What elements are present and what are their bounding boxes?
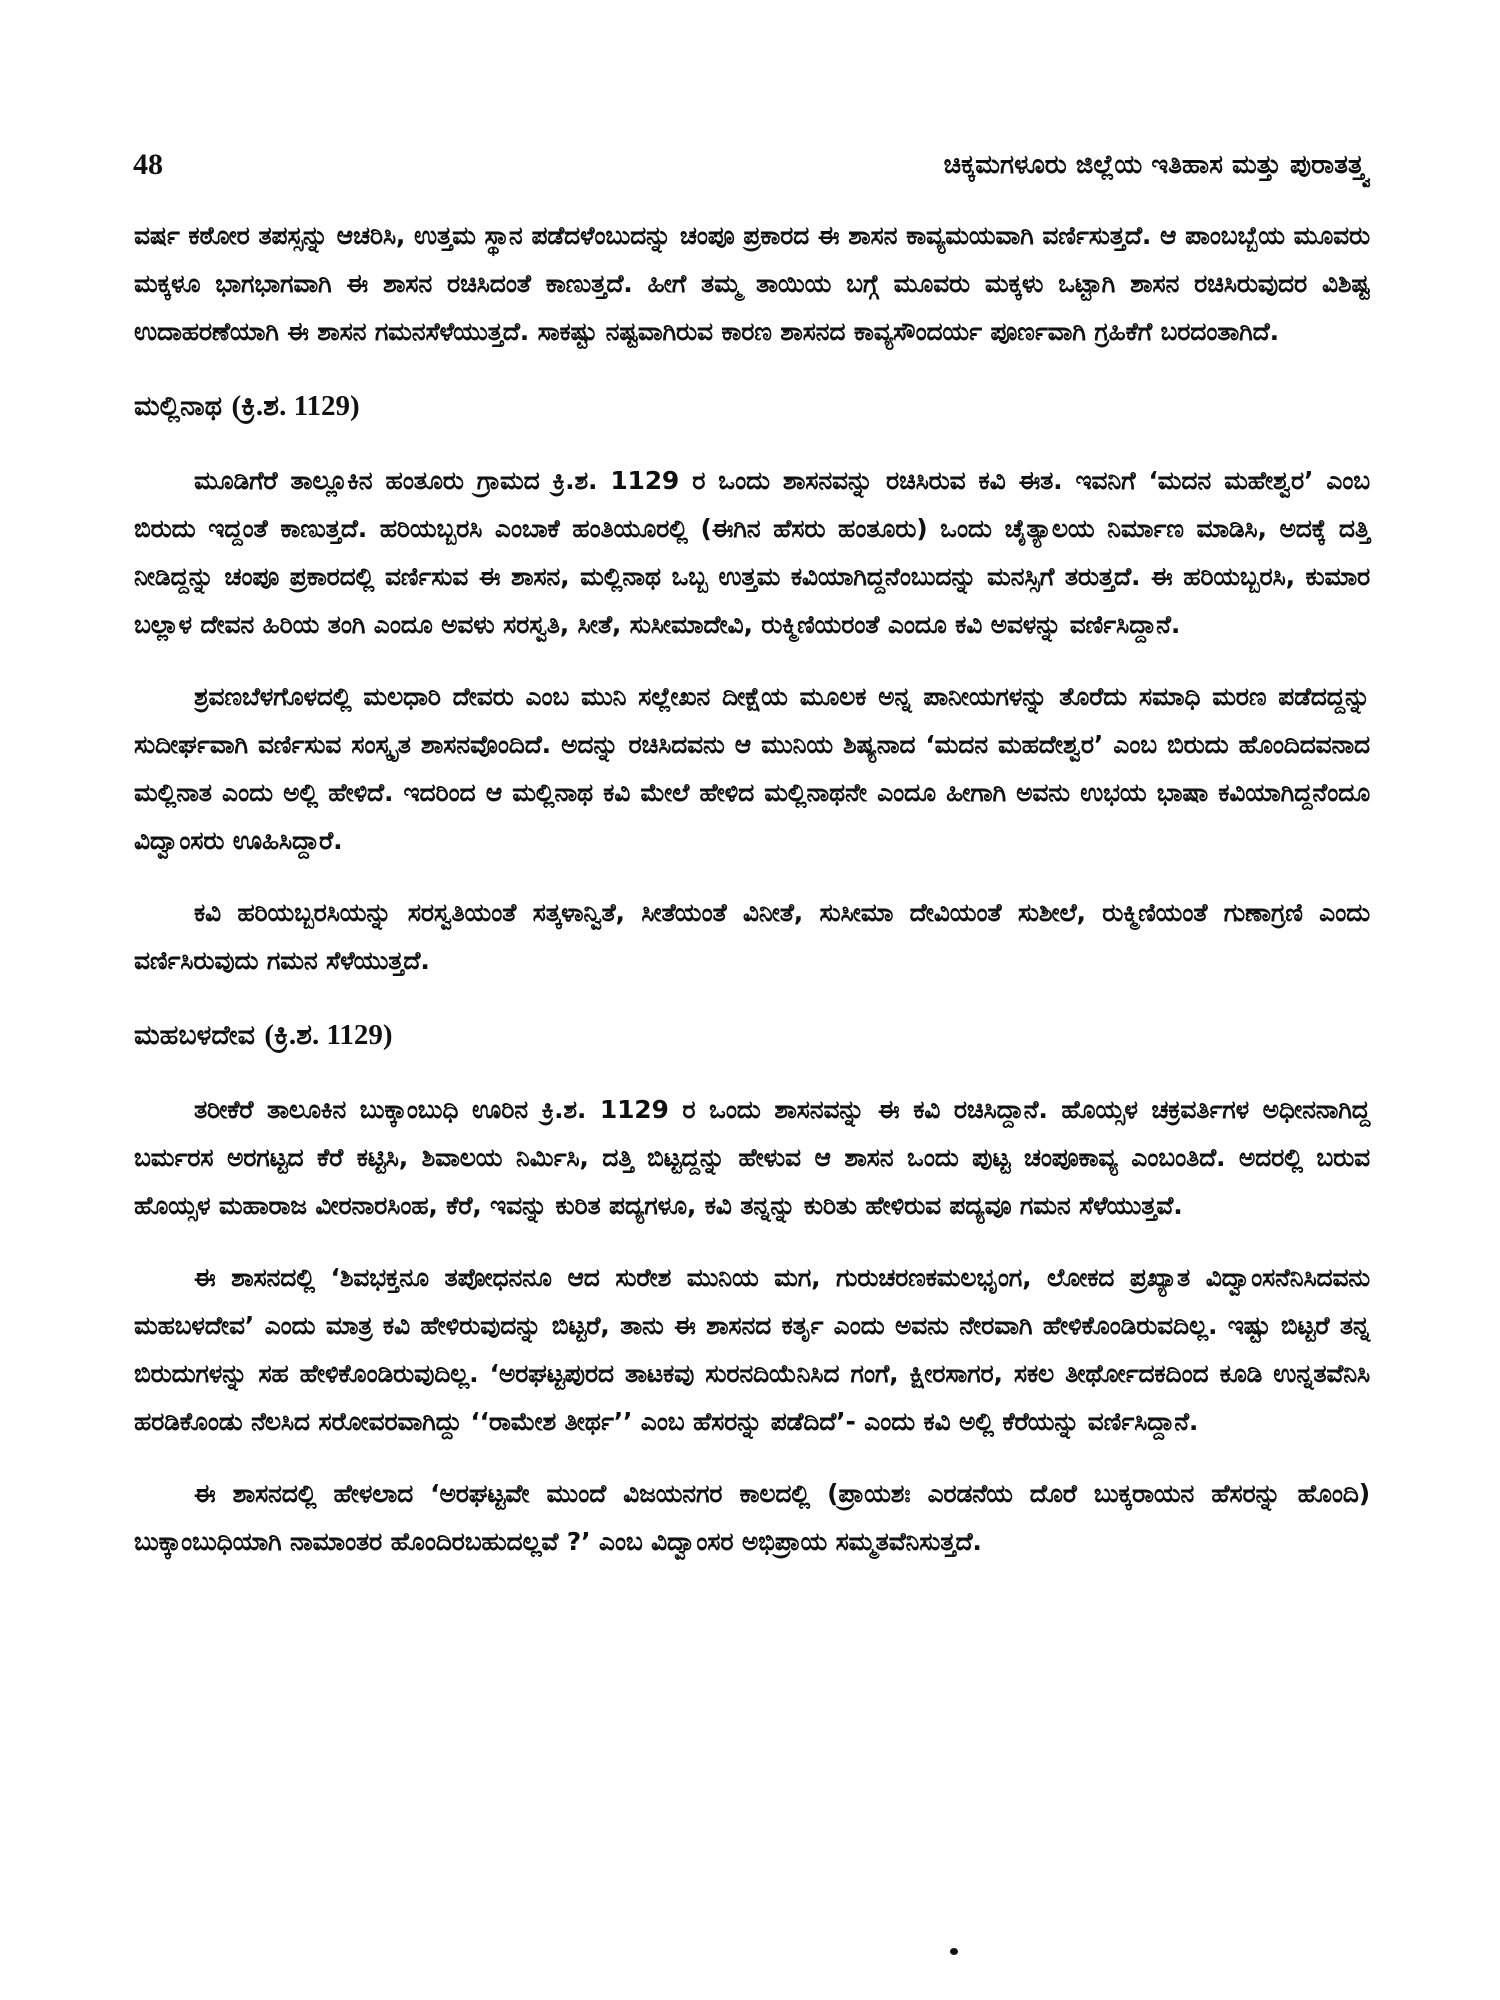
body-text bbox=[134, 212, 1370, 1590]
heading-date: (ಕ್ರಿ.ಶ. 1129) bbox=[231, 390, 360, 422]
heading-date: (ಕ್ರಿ.ಶ. 1129) bbox=[264, 1019, 393, 1051]
section-heading-mahabaladeva bbox=[134, 1015, 1370, 1056]
page-number: 48 bbox=[133, 148, 163, 181]
paragraph-continuation: ವರ್ಷ ಕಠೋರ ತಪಸ್ಸನ್ನು ಆಚರಿಸಿ, ಉತ್ತಮ ಸ್ಥಾನ ಪಡೆದಳೆಂಬುದನ್ನು ಚಂಪೂ ಪ್ರಕಾರದ ಈ ಶಾಸನ ಕಾವ್ಯಮಯವಾಗಿ ವರ್ಣಿಸುತ್ತದೆ. ಆ ಪಾಂಬಬ್ಬೆಯ ಮೂವರು ಮಕ್ಕಳೂ ಭಾಗಭಾಗವಾಗಿ ಈ ಶಾಸನ ರಚಿಸಿದಂತೆ ಕಾಣುತ್ತದೆ. ಹೀಗೆ ತಮ್ಮ ತಾಯಿಯ ಬಗ್ಗೆ ಮೂವರು ಮಕ್ಕಳು ಒಟ್ಟಾಗಿ ಶಾಸನ ರಚಿಸಿರುವುದರ ವಿಶಿಷ್ಟ ಉದಾಹರಣೆಯಾಗಿ ಈ ಶಾಸನ ಗಮನಸೆಳೆಯುತ್ತದೆ. ಸಾಕಷ್ಟು ನಷ್ಟವಾಗಿರುವ ಕಾರಣ ಶಾಸನದ ಕಾವ್ಯಸೌಂದರ್ಯ ಪೂರ್ಣವಾಗಿ ಗ್ರಹಿಕೆಗೆ ಬರದಂತಾಗಿದೆ. bbox=[134, 221, 1370, 346]
running-head: ಚಿಕ್ಕಮಗಳೂರು ಜಿಲ್ಲೆಯ ಇತಿಹಾಸ ಮತ್ತು ಪುರಾತತ್ತ್ವ bbox=[943, 150, 1368, 180]
paragraph: ಮೂಡಿಗೆರೆ ತಾಲ್ಲೂಕಿನ ಹಂತೂರು ಗ್ರಾಮದ ಕ್ರಿ.ಶ. 1129 ರ ಒಂದು ಶಾಸನವನ್ನು ರಚಿಸಿರುವ ಕವಿ ಈತ. ಇವನಿಗೆ ‘ಮದನ ಮಹೇಶ್ವರ’ ಎಂಬ ಬಿರುದು ಇದ್ದಂತೆ ಕಾಣುತ್ತದೆ. ಹರಿಯಬ್ಬರಸಿ ಎಂಬಾಕೆ ಹಂತಿಯೂರಲ್ಲಿ (ಈಗಿನ ಹೆಸರು ಹಂತೂರು) ಒಂದು ಚೈತ್ಯಾಲಯ ನಿರ್ಮಾಣ ಮಾಡಿಸಿ, ಅದಕ್ಕೆ ದತ್ತಿ ನೀಡಿದ್ದನ್ನು ಚಂಪೂ ಪ್ರಕಾರದಲ್ಲಿ ವರ್ಣಿಸುವ ಈ ಶಾಸನ, ಮಲ್ಲಿನಾಥ ಒಬ್ಬ ಉತ್ತಮ ಕವಿಯಾಗಿದ್ದನೆಂಬುದನ್ನು ಮನಸ್ಸಿಗೆ ತರುತ್ತದೆ. ಈ ಹರಿಯಬ್ಬರಸಿ, ಕುಮಾರ ಬಲ್ಲಾಳ ದೇವನ ಹಿರಿಯ ತಂಗಿ ಎಂದೂ ಅವಳು ಸರಸ್ವತಿ, ಸೀತೆ, ಸುಸೀಮಾದೇವಿ, ರುಕ್ಮಿಣಿಯರಂತೆ ಎಂದೂ ಕವಿ ಅವಳನ್ನು ವರ್ಣಿಸಿದ್ದಾನೆ. bbox=[134, 466, 1370, 639]
heading-name: ಮಲ್ಲಿನಾಥ bbox=[134, 391, 223, 422]
paragraph: ಈ ಶಾಸನದಲ್ಲಿ ಹೇಳಲಾದ ‘ಅರಘಟ್ಟವೇ ಮುಂದೆ ವಿಜಯನಗರ ಕಾಲದಲ್ಲಿ (ಪ್ರಾಯಶಃ ಎರಡನೆಯ ದೊರೆ ಬುಕ್ಕರಾಯನ ಹೆಸರನ್ನು ಹೊಂದಿ) ಬುಕ್ಕಾಂಬುಧಿಯಾಗಿ ನಾಮಾಂತರ ಹೊಂದಿರಬಹುದಲ್ಲವೆ ?’ ಎಂಬ ವಿದ್ವಾಂಸರ ಅಭಿಪ್ರಾಯ ಸಮ್ಮತವೆನಿಸುತ್ತದೆ. bbox=[134, 1479, 1370, 1556]
ink-dot bbox=[950, 1948, 958, 1955]
section-heading-mallinatha bbox=[134, 386, 1370, 427]
paragraph: ಕವಿ ಹರಿಯಬ್ಬರಸಿಯನ್ನು ಸರಸ್ವತಿಯಂತೆ ಸತ್ಕಳಾನ್ವಿತೆ, ಸೀತೆಯಂತೆ ವಿನೀತೆ, ಸುಸೀಮಾ ದೇವಿಯಂತೆ ಸುಶೀಲೆ, ರುಕ್ಮಿಣಿಯಂತೆ ಗುಣಾಗ್ರಣಿ ಎಂದು ವರ್ಣಿಸಿರುವುದು ಗಮನ ಸೆಳೆಯುತ್ತದೆ. bbox=[134, 898, 1370, 975]
heading-name: ಮಹಬಳದೇವ bbox=[134, 1020, 255, 1051]
paragraph: ಶ್ರವಣಬೆಳಗೊಳದಲ್ಲಿ ಮಲಧಾರಿ ದೇವರು ಎಂಬ ಮುನಿ ಸಲ್ಲೇಖನ ದೀಕ್ಷೆಯ ಮೂಲಕ ಅನ್ನ ಪಾನೀಯಗಳನ್ನು ತೊರೆದು ಸಮಾಧಿ ಮರಣ ಪಡೆದದ್ದನ್ನು ಸುದೀರ್ಘವಾಗಿ ವರ್ಣಿಸುವ ಸಂಸ್ಕೃತ ಶಾಸನವೊಂದಿದೆ. ಅದನ್ನು ರಚಿಸಿದವನು ಆ ಮುನಿಯ ಶಿಷ್ಯನಾದ ‘ಮದನ ಮಹದೇಶ್ವರ’ ಎಂಬ ಬಿರುದು ಹೊಂದಿದವನಾದ ಮಲ್ಲಿನಾತ ಎಂದು ಅಲ್ಲಿ ಹೇಳಿದೆ. ಇದರಿಂದ ಆ ಮಲ್ಲಿನಾಥ ಕವಿ ಮೇಲೆ ಹೇಳಿದ ಮಲ್ಲಿನಾಥನೇ ಎಂದೂ ಹೀಗಾಗಿ ಅವನು ಉಭಯ ಭಾಷಾ ಕವಿಯಾಗಿದ್ದನೆಂದೂ ವಿದ್ವಾಂಸರು ಊಹಿಸಿದ್ದಾರೆ. bbox=[134, 682, 1370, 855]
paragraph: ಈ ಶಾಸನದಲ್ಲಿ ‘ಶಿವಭಕ್ತನೂ ತಪೋಧನನೂ ಆದ ಸುರೇಶ ಮುನಿಯ ಮಗ, ಗುರುಚರಣಕಮಲಭೃಂಗ, ಲೋಕದ ಪ್ರಖ್ಯಾತ ವಿದ್ವಾಂಸನೆನಿಸಿದವನು ಮಹಬಳದೇವ’ ಎಂದು ಮಾತ್ರ ಕವಿ ಹೇಳಿರುವುದನ್ನು ಬಿಟ್ಟರೆ, ತಾನು ಈ ಶಾಸನದ ಕರ್ತೃ ಎಂದು ಅವನು ನೇರವಾಗಿ ಹೇಳಿಕೊಂಡಿರುವದಿಲ್ಲ. ಇಷ್ಟು ಬಿಟ್ಟರೆ ತನ್ನ ಬಿರುದುಗಳನ್ನು ಸಹ ಹೇಳಿಕೊಂಡಿರುವುದಿಲ್ಲ. ‘ಅರಘಟ್ಟಪುರದ ತಾಟಕವು ಸುರನದಿಯೆನಿಸಿದ ಗಂಗೆ, ಕ್ಷೀರಸಾಗರ, ಸಕಲ ತೀರ್ಥೋದಕದಿಂದ ಕೂಡಿ ಉನ್ನತವೆನಿಸಿ ಹರಡಿಕೊಂಡು ನೆಲಸಿದ ಸರೋವರವಾಗಿದ್ದು ‘‘ರಾಮೇಶ ತೀರ್ಥ’’ ಎಂಬ ಹೆಸರನ್ನು ಪಡೆದಿದೆ’- ಎಂದು ಕವಿ ಅಲ್ಲಿ ಕೆರೆಯನ್ನು ವರ್ಣಿಸಿದ್ದಾನೆ. bbox=[134, 1263, 1370, 1436]
paragraph: ತರೀಕೆರೆ ತಾಲೂಕಿನ ಬುಕ್ಕಾಂಬುಧಿ ಊರಿನ ಕ್ರಿ.ಶ. 1129 ರ ಒಂದು ಶಾಸನವನ್ನು ಈ ಕವಿ ರಚಿಸಿದ್ದಾನೆ. ಹೊಯ್ಸಳ ಚಕ್ರವರ್ತಿಗಳ ಅಧೀನನಾಗಿದ್ದ ಬರ್ಮರಸ ಅರಗಟ್ಟದ ಕೆರೆ ಕಟ್ಟಿಸಿ, ಶಿವಾಲಯ ನಿರ್ಮಿಸಿ, ದತ್ತಿ ಬಿಟ್ಟದ್ದನ್ನು ಹೇಳುವ ಆ ಶಾಸನ ಒಂದು ಪುಟ್ಟ ಚಂಪೂಕಾವ್ಯ ಎಂಬಂತಿದೆ. ಅದರಲ್ಲಿ ಬರುವ ಹೊಯ್ಸಳ ಮಹಾರಾಜ ವೀರನಾರಸಿಂಹ, ಕೆರೆ, ಇವನ್ನು ಕುರಿತ ಪದ್ಯಗಳೂ, ಕವಿ ತನ್ನನ್ನು ಕುರಿತು ಹೇಳಿರುವ ಪದ್ಯವೂ ಗಮನ ಸೆಳೆಯುತ್ತವೆ. bbox=[134, 1095, 1370, 1220]
